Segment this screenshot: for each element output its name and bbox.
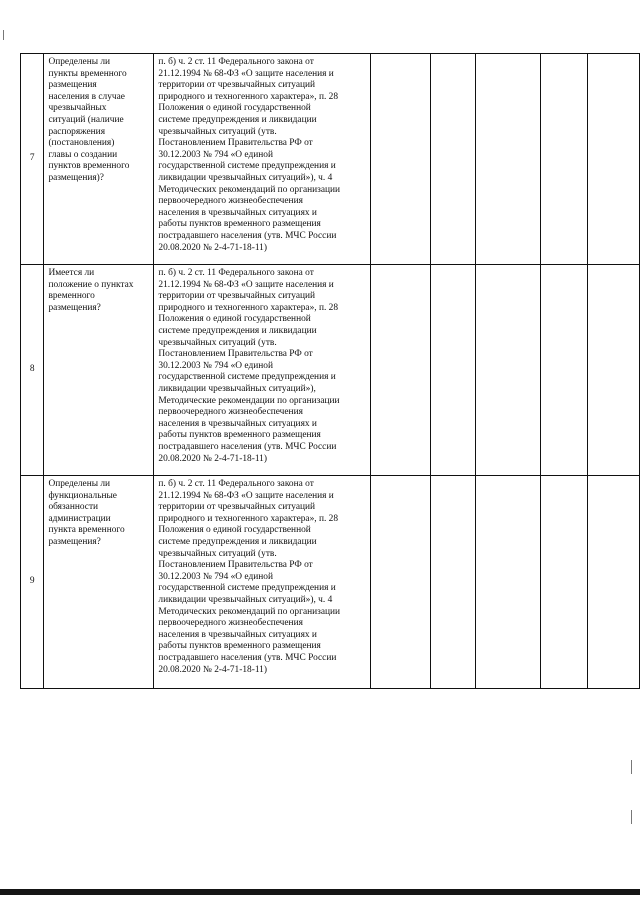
empty-cell	[431, 265, 476, 476]
legal-basis-cell	[154, 265, 371, 476]
question-cell	[44, 54, 154, 265]
empty-cell	[587, 476, 639, 689]
scan-artifact	[631, 760, 632, 774]
empty-cell	[587, 54, 639, 265]
empty-cell	[587, 265, 639, 476]
empty-cell	[540, 476, 587, 689]
row-number: 9	[21, 476, 44, 689]
legal-basis-cell	[154, 54, 371, 265]
empty-cell	[475, 265, 540, 476]
question-cell	[44, 476, 154, 689]
table-row	[21, 265, 640, 476]
question-cell	[44, 265, 154, 476]
checklist-table	[20, 53, 640, 689]
empty-cell	[431, 476, 476, 689]
table-row	[21, 54, 640, 265]
question-text: Определены ли функциональные обязанности администрации пункта временного размещения?	[48, 479, 125, 547]
empty-cell	[431, 54, 476, 265]
empty-cell	[540, 54, 587, 265]
empty-cell	[475, 476, 540, 689]
empty-cell	[540, 265, 587, 476]
row-number: 8	[21, 265, 44, 476]
scan-artifact	[631, 810, 632, 824]
legal-basis-text: п. б) ч. 2 ст. 11 Федерального закона от 21.12.1994 № 68-ФЗ «О защите населения и территории от чрезвычайных ситуаций природного и техногенного характера», п. 28 Положения о единой государственной системе предупреждения и ликвидации чрезвычайных ситуаций (утв. Постановлением Правительства РФ от 30.12.2003 № 794 «О единой государственной системе предупреждения и ликвидации чрезвычайных ситуаций»), ч. 4 Методических рекомендаций по организации первоочередного жизнеобеспечения населения в чрезвычайных ситуациях и работы пунктов временного размещения пострадавшего населения (утв. МЧС России 20.08.2020 № 2-4-71-18-11)	[158, 479, 341, 675]
table-row	[21, 476, 640, 689]
question-text: Определены ли пункты временного размещения населения в случае чрезвычайных ситуаций (наличие распоряжения (постановления) главы о создании пунктов временного размещения)?	[48, 57, 130, 183]
legal-basis-text: п. б) ч. 2 ст. 11 Федерального закона от 21.12.1994 № 68-ФЗ «О защите населения и территории от чрезвычайных ситуаций природного и техногенного характера», п. 28 Положения о единой государственной системе предупреждения и ликвидации чрезвычайных ситуаций (утв. Постановлением Правительства РФ от 30.12.2003 № 794 «О единой государственной системе предупреждения и ликвидации чрезвычайных ситуаций»), Методические рекомендации по организации первоочередного жизнеобеспечения населения в чрезвычайных ситуациях и работы пунктов временного размещения пострадавшего населения (утв. МЧС России 20.08.2020 № 2-4-71-18-11)	[158, 268, 340, 464]
empty-cell	[371, 476, 431, 689]
empty-cell	[371, 54, 431, 265]
scan-bottom-edge	[0, 889, 640, 895]
question-text: Имеется ли положение о пунктах временного размещения?	[48, 268, 134, 313]
empty-cell	[371, 265, 431, 476]
row-number: 7	[21, 54, 44, 265]
legal-basis-cell	[154, 476, 371, 689]
empty-cell	[475, 54, 540, 265]
legal-basis-text: п. б) ч. 2 ст. 11 Федерального закона от 21.12.1994 № 68-ФЗ «О защите населения и территории от чрезвычайных ситуаций природного и техногенного характера», п. 28 Положения о единой государственной системе предупреждения и ликвидации чрезвычайных ситуаций (утв. Постановлением Правительства РФ от 30.12.2003 № 794 «О единой государственной системе предупреждения и ликвидации чрезвычайных ситуаций»), ч. 4 Методических рекомендаций по организации первоочередного жизнеобеспечения населения в чрезвычайных ситуациях и работы пунктов временного размещения пострадавшего населения (утв. МЧС России 20.08.2020 № 2-4-71-18-11)	[158, 57, 341, 253]
scan-artifact	[3, 30, 4, 40]
